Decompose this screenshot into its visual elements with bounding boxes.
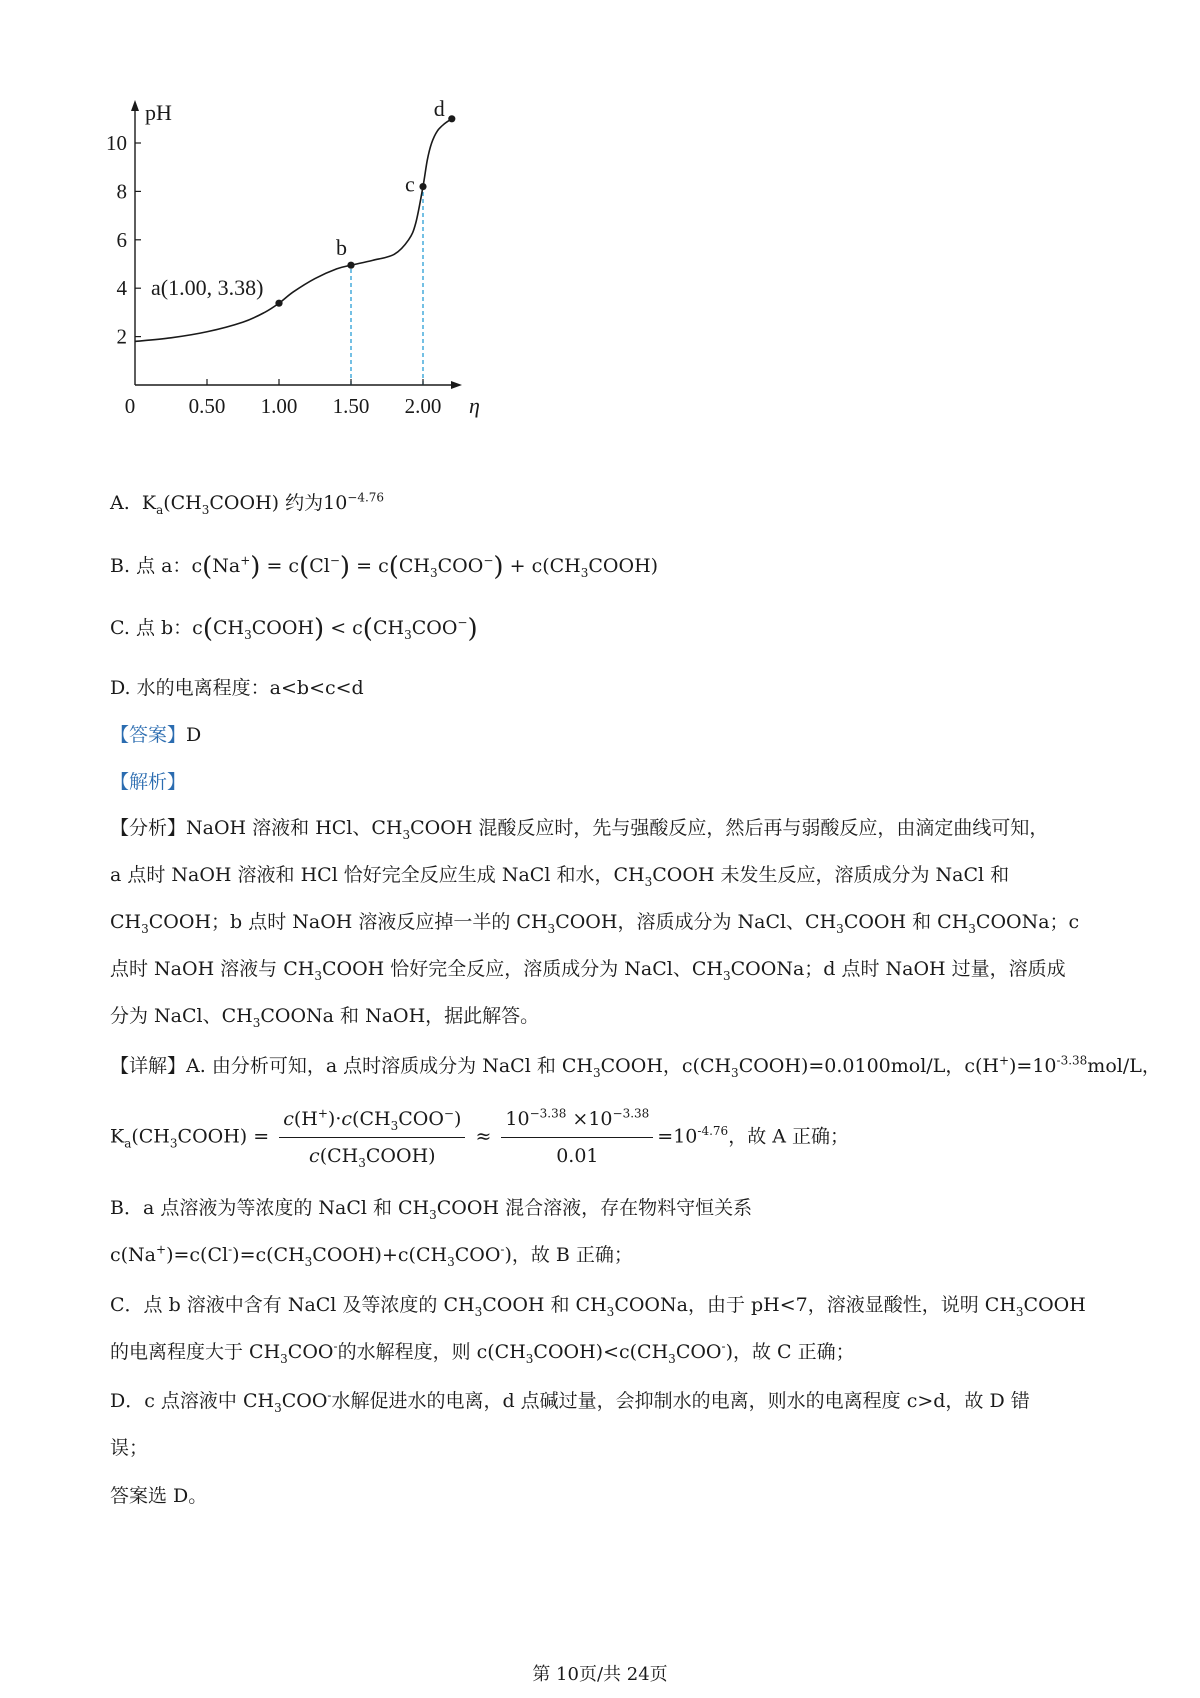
option-b: B. 点 a：$c(Na^+) = c(Cl^-) = c(CH_3COO^-)$ + $c(CH_3COOH)$ <box>110 552 659 582</box>
page-footer: 第 10页/共 24页 <box>532 1664 668 1685</box>
detail-c-line-1: C．点 b 溶液中含有 NaCl 及等浓度的 $CH_3COOH$ 和 $CH_3COONa$，由于 pH<7，溶液显酸性，说明 $CH_3COOH$ <box>110 1294 1086 1319</box>
x-axis-arrow <box>451 381 462 389</box>
y-axis-arrow <box>131 100 139 111</box>
fenxi-line-4: 点时 NaOH 溶液与 $CH_3COOH$ 恰好完全反应，溶质成分为 NaCl、$CH_3COONa$；d 点时 NaOH 过量，溶质成 <box>110 958 1066 983</box>
chart-points <box>151 96 455 307</box>
y-axis-label: pH <box>145 100 172 125</box>
answer-line: 【答案】D <box>110 724 202 746</box>
x-tick-label: 1.00 <box>260 394 298 418</box>
fenxi-line-2: a 点时 NaOH 溶液和 HCl 恰好完全反应生成 NaCl 和水，$CH_3COOH$ 未发生反应，溶质成分为 NaCl 和 <box>110 864 1010 889</box>
fenxi-line-3: $CH_3COOH$；b 点时 NaOH 溶液反应掉一半的 $CH_3COOH$，溶质成分为 NaCl、$CH_3COOH$ 和 $CH_3COONa$；c <box>110 911 1080 936</box>
point-label-d: d <box>433 95 445 121</box>
x-tick-label: 1.50 <box>332 394 370 418</box>
x-axis-label: η <box>469 393 480 418</box>
detail-b-line-2: $c(Na^+)=c(Cl^-)=c(CH_3COOH)+c(CH_3COO^-)$，故 B 正确； <box>110 1242 633 1269</box>
ka-fraction-2: $\frac{10^{-3.38} \times 10^{-3.38}}{0.01}$ <box>501 1104 653 1171</box>
point-b <box>347 262 354 269</box>
titration-curve <box>135 119 452 342</box>
y-tick-label: 4 <box>116 276 127 301</box>
detail-d-line-1: D．c 点溶液中 $CH_3COO^-$水解促进水的电离，d 点碱过量，会抑制水的电离，则水的电离程度 c>d，故 D 错 <box>110 1388 1030 1415</box>
detail-b-line-1: B．a 点溶液为等浓度的 NaCl 和 $CH_3COOH$ 混合溶液，存在物料守恒关系 <box>110 1197 753 1222</box>
y-tick-label: 6 <box>116 227 127 252</box>
y-tick-label: 8 <box>116 179 127 204</box>
chart-axes <box>131 100 480 418</box>
detail-d-line-2: 误； <box>110 1437 149 1459</box>
analysis-heading: 【解析】 <box>110 771 187 793</box>
x-tick-label: 0 <box>124 394 136 418</box>
point-label-a: a(1.00, 3.38) <box>151 275 264 301</box>
point-label-c: c <box>405 171 415 197</box>
answer-bracket: 【答案】 <box>110 724 187 746</box>
detail-c-line-2: 的电离程度大于 $CH_3COO^-$的水解程度，则 $c(CH_3COOH)<c(CH_3COO^-)$，故 C 正确； <box>110 1339 855 1366</box>
point-d <box>448 115 455 122</box>
ka-fraction-1: $\frac{c(H^+)\cdot c(CH_3COO^-)}{c(CH_3COOH)}$ <box>279 1104 465 1171</box>
option-a: A. $K_a(CH_3COOH)$ 约为$10^{-4.76}$ <box>110 490 385 517</box>
x-tick-label: 0.50 <box>188 394 226 418</box>
point-label-b: b <box>336 235 347 261</box>
point-a <box>275 300 282 307</box>
ka-formula: $K_a(CH_3COOH)$ = $\frac{c(H^+)\cdot c(CH_3COO^-)}{c(CH_3COOH)}$ ≈ $\frac{10^{-3.38} \times 10^{-3.38}}{0.01}$ $=10^{-4.76}$，故 A 正确； <box>110 1104 1110 1171</box>
y-tick-label: 10 <box>106 131 127 155</box>
point-c <box>419 183 426 190</box>
chart-guides <box>351 187 423 385</box>
y-tick-label: 2 <box>116 324 127 349</box>
x-tick-label: 2.00 <box>404 394 442 418</box>
final-answer: 答案选 D。 <box>110 1485 208 1507</box>
option-d: D. 水的电离程度：a<b<c<d <box>110 677 364 699</box>
detail-line-1: 【详解】A. 由分析可知，a 点时溶质成分为 NaCl 和 $CH_3COOH$，$c(CH_3COOH)=0.0100mol/L$，$c(H^+)=10^{-3.38}mol/L$， <box>110 1053 1161 1080</box>
chart-curve <box>135 119 452 342</box>
titration-chart <box>100 95 520 420</box>
fenxi-line-5: 分为 NaCl、$CH_3COONa$ 和 NaOH，据此解答。 <box>110 1005 540 1030</box>
option-c: C. 点 b：$c(CH_3COOH) < c(CH_3COO^-)$ <box>110 614 478 644</box>
fenxi-line-1: 【分析】NaOH 溶液和 HCl、$CH_3COOH$ 混酸反应时，先与强酸反应，然后再与弱酸反应，由滴定曲线可知， <box>110 817 1049 842</box>
